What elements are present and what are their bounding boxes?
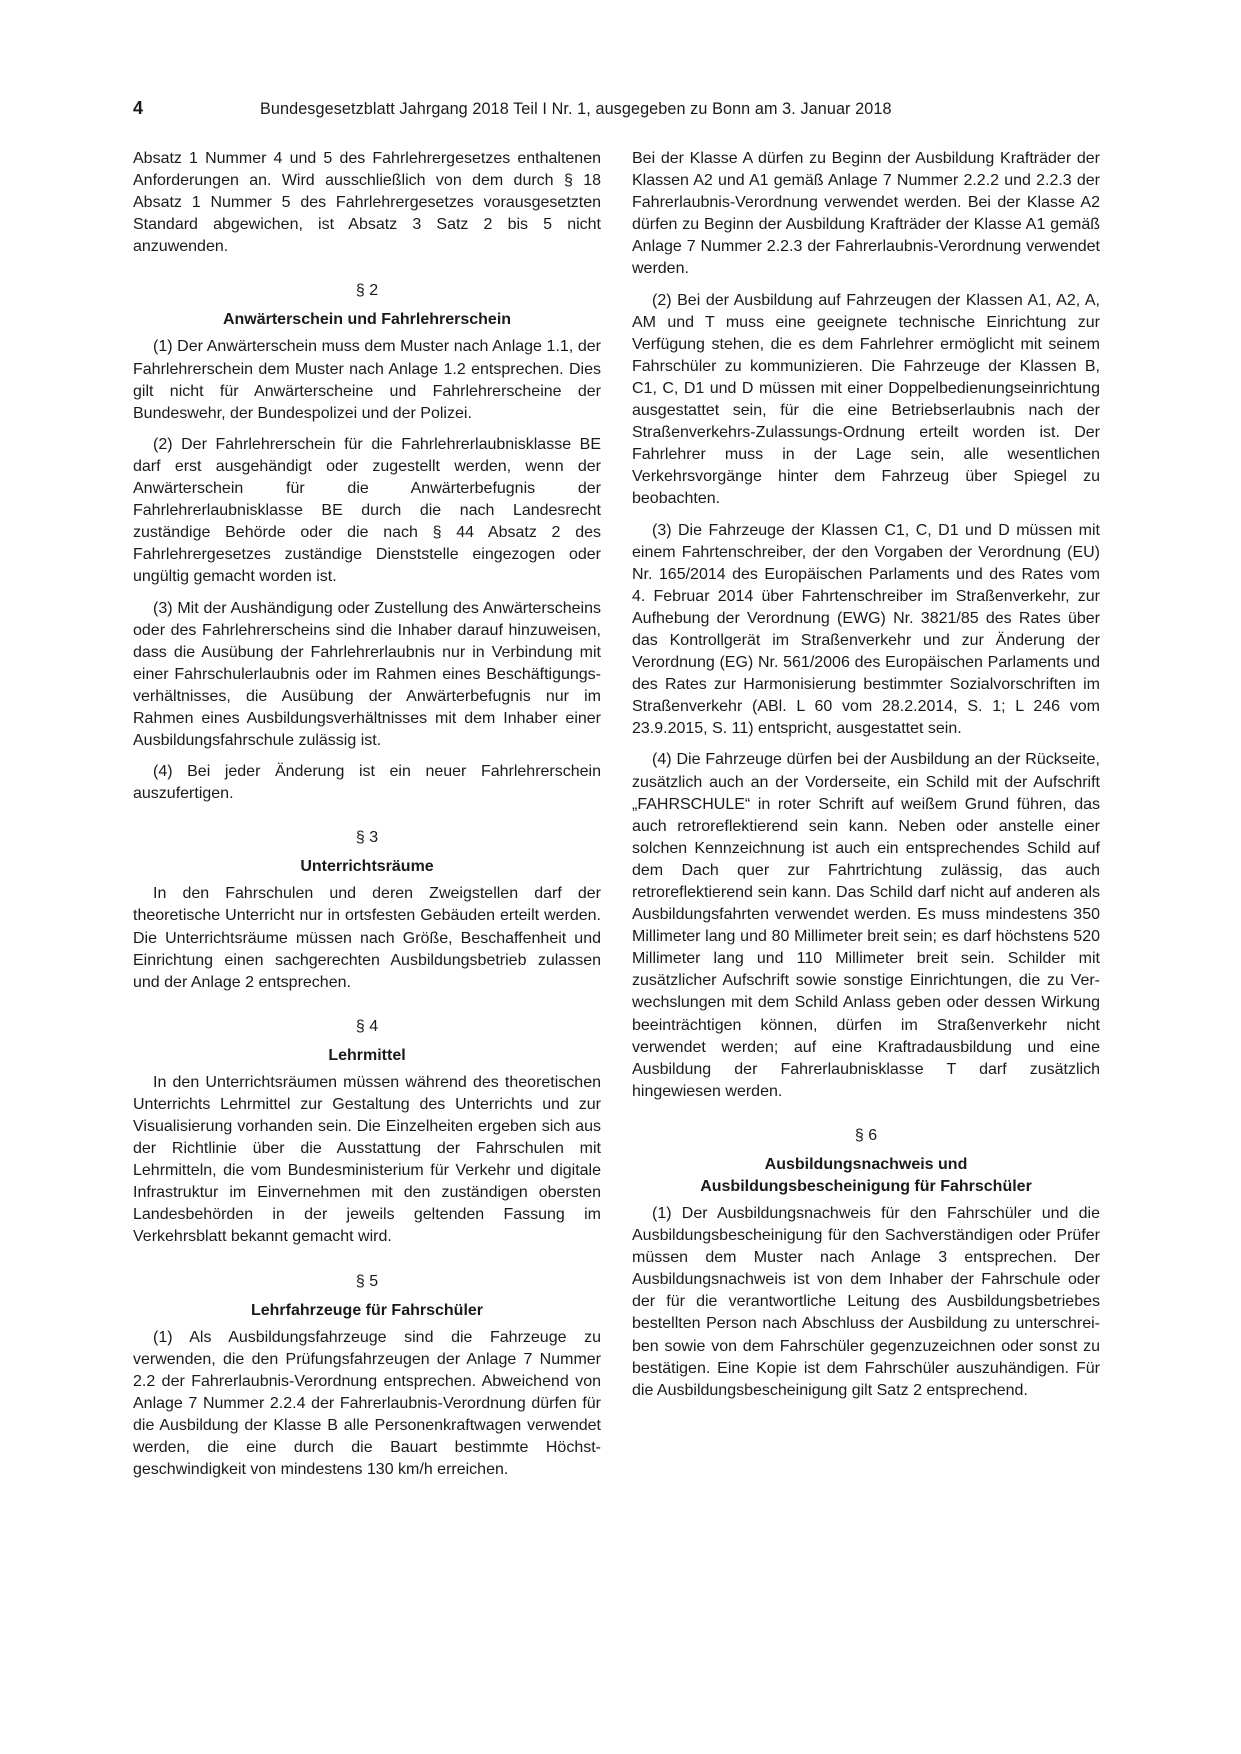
paragraph: (4) Bei jeder Änderung ist ein neuer Fahrlehrerschein auszufertigen. (133, 763, 601, 803)
page-number: 4 (133, 98, 144, 118)
paragraph: In den Fahrschulen und deren Zweigstellen darf der theoretische Unterricht nur in ortsfesten Gebäuden erteilt werden. Die Unterrichtsräume müssen nach Größe, Beschaffenheit und Einrichtung einen sachgerechten Ausbildungsbetrieb zulassen und der Anlage 2 entsprechen. (133, 885, 601, 991)
section-number: § 5 (355, 1272, 379, 1290)
section-title-line-2: Ausbildungsbescheinigung für Fahrschüler (700, 1177, 1032, 1195)
paragraph: (1) Der Anwärterschein muss dem Muster nach Anlage 1.1, der Fahrlehrerschein dem Muster nach Anlage 1.2 entsprechen. Dies gilt nicht für Anwärterscheine und Fahrlehrerscheine der Bundeswehr, der Bundespolizei und der Polizei. (133, 338, 601, 422)
section-number: § 2 (355, 282, 379, 300)
section-number: § 3 (355, 829, 379, 847)
left-column (133, 148, 601, 1481)
right-column (632, 148, 1100, 1402)
paragraph: Bei der Klasse A dürfen zu Beginn der Ausbildung Krafträder der Klassen A2 und A1 gemäß Anlage 7 Nummer 2.2.2 und 2.2.3 der Fahrerlaubnis-Verordnung verwendet werden. Bei der Klasse A2 dürfen zu Beginn der Ausbildung Krafträder der Klasse A1 gemäß Anlage 7 Nummer 2.2.3 der Fahrerlaubnis-Verordnung verwendet werden. (632, 150, 1100, 278)
section-number: § 6 (854, 1126, 878, 1144)
section-number: § 4 (355, 1017, 379, 1035)
paragraph: (2) Der Fahrlehrerschein für die Fahrlehrerlaubnisklasse BE darf erst ausgehändigt oder zugestellt werden, wenn der Anwärterschein für die Anwärterbefugnis der Fahrlehrerlaubnisklasse BE durch die nach Landesrecht zuständige Behörde oder die nach § 44 Absatz 2 des Fahrlehrergesetzes zuständige Dienststelle eingezogen oder ungültig gemacht worden ist. (133, 435, 601, 586)
paragraph: (3) Mit der Aushändigung oder Zustellung des Anwärterscheins oder des Fahrlehrerscheins sind die Inhaber darauf hinzuweisen, dass die Ausübung der Fahrlehrerlaubnis nur in Verbindung mit einer Fahrschulerlaubnis oder im Rahmen eines Beschäftigungsverhältnisses, die Ausübung der Anwärterbefugnis nur im Rahmen eines Ausbildungsverhältnisses mit dem Inhaber einer Ausbildungsfahrschule zulässig ist. (133, 599, 601, 750)
section-title-line-1: Ausbildungsnachweis und (764, 1155, 968, 1173)
section-title: Lehrfahrzeuge für Fahrschüler (250, 1301, 484, 1319)
paragraph: Absatz 1 Nummer 4 und 5 des Fahrlehrergesetzes enthaltenen Anforderungen an. Wird ausschließlich von dem durch § 18 Absatz 1 Nummer 5 des Fahrlehrergesetzes vorausgesetzten Standard abgewichen, ist Absatz 3 Satz 2 bis 5 nicht anzuwenden. (133, 150, 601, 256)
paragraph: (1) Als Ausbildungsfahrzeuge sind die Fahrzeuge zu verwenden, die den Prüfungsfahrzeugen der Anlage 7 Nummer 2.2 der Fahrerlaubnis-Verordnung entsprechen. Abweichend von Anlage 7 Nummer 2.2.4 der Fahrerlaubnis-Verordnung dürfen für die Ausbildung der Klasse B alle Personenkraftwagen verwendet werden, die eine durch die Bauart bestimmte Höchstgeschwindigkeit von mindestens 130 km/h erreichen. (133, 1328, 601, 1479)
section-title: Unterrichtsräume (300, 858, 434, 876)
section-title: Lehrmittel (328, 1046, 406, 1064)
paragraph: (3) Die Fahrzeuge der Klassen C1, C, D1 und D müssen mit einem Fahrtenschreiber, der den Vorgaben der Verordnung (EU) Nr. 165/2014 des Europäischen Parlaments und des Rates vom 4. Februar 2014 über Fahrtenschreiber im Straßenverkehr, zur Aufhebung der Verordnung (EWG) Nr. 3821/85 des Rates über das Kontrollgerät im Straßenverkehr und zur Änderung der Verordnung (EG) Nr. 561/2006 des Europäischen Parlaments und des Rates zur Harmonisierung bestimmter Sozialvorschriften im Straßenverkehr (ABl. L 60 vom 28.2.2014, S. 1; L 246 vom 23.9.2015, S. 11) entspricht, ausgestattet sein. (632, 521, 1100, 738)
page-header (133, 98, 983, 128)
running-head: Bundesgesetzblatt Jahrgang 2018 Teil I Nr. 1, ausgegeben zu Bonn am 3. Januar 2018 (260, 100, 892, 118)
paragraph: (2) Bei der Ausbildung auf Fahrzeugen der Klassen A1, A2, A, AM und T muss eine geeignete technische Einrichtung zur Verfügung stehen, die es dem Fahrlehrer ermöglicht mit seinem Fahrschüler zu kommunizieren. Die Fahrzeuge der Klassen B, C1, C, D1 und D müssen mit einer Doppelbedienungseinrichtung ausgestattet sein, für die eine Betriebserlaubnis nach der Straßenverkehrs-Zulassungs-Ordnung erteilt worden ist. Der Fahrlehrer muss in der Lage sein, alle wesentlichen Verkehrsvorgänge hinter dem Fahrzeug über Spiegel zu beobachten. (632, 291, 1100, 508)
section-title: Anwärterschein und Fahrlehrerschein (222, 311, 512, 329)
paragraph: (4) Die Fahrzeuge dürfen bei der Ausbildung an der Rückseite, zusätzlich auch an der Vorderseite, ein Schild mit der Aufschrift „FAHRSCHULE“ in roter Schrift auf weißem Grund führen, das auch retroreflektierend sein kann. Neben oder anstelle einer solchen Kennzeichnung ist auch ein entsprechendes Schild auf dem Dach quer zur Fahrtrichtung zulässig, das auch retroreflektierend sein kann. Das Schild darf nicht auf anderen als Ausbildungsfahrten verwendet werden. Es muss mindestens 350 Millimeter lang und 80 Millimeter breit sein; es darf höchstens 520 Millimeter lang und 110 Millimeter breit sein. Schilder mit zusätzlicher Aufschrift sowie sonstige Einrichtungen, die zu Verwechslungen mit dem Schild Anlass geben oder dessen Wirkung beeinträchtigen können, dürfen im Straßenverkehr nicht verwendet werden; auf eine Kraftradausbildung und eine Ausbildung der Fahrerlaubnisklasse T darf zusätzlich hingewiesen werden. (632, 751, 1100, 1100)
paragraph: (1) Der Ausbildungsnachweis für den Fahrschüler und die Ausbildungsbescheinigung für den Sachverständigen oder Prüfer müssen dem Muster nach Anlage 3 entsprechen. Der Ausbildungsnachweis ist von dem Inhaber der Fahrschule oder der für die verantwortliche Leitung des Ausbildungsbetriebes bestellten Person nach Abschluss der Ausbildung zu unterschreiben sowie von dem Fahrschüler gegenzuzeichnen oder sonst zu bestätigen. Eine Kopie ist dem Fahrschüler auszuhändigen. Für die Ausbildungsbescheinigung gilt Satz 2 entsprechend. (632, 1204, 1100, 1399)
paragraph: In den Unterrichtsräumen müssen während des theoretischen Unterrichts Lehrmittel zur Gestaltung des Unterrichts und zur Visualisierung vorhanden sein. Die Einzelheiten ergeben sich aus der Richtlinie über die Ausstattung der Fahrschulen mit Lehrmitteln, die vom Bundesministerium für Verkehr und digitale Infrastruktur im Einvernehmen mit den zuständigen obersten Landesbehörden in der jeweils geltenden Fassung im Verkehrsblatt bekannt gemacht wird. (133, 1073, 601, 1246)
